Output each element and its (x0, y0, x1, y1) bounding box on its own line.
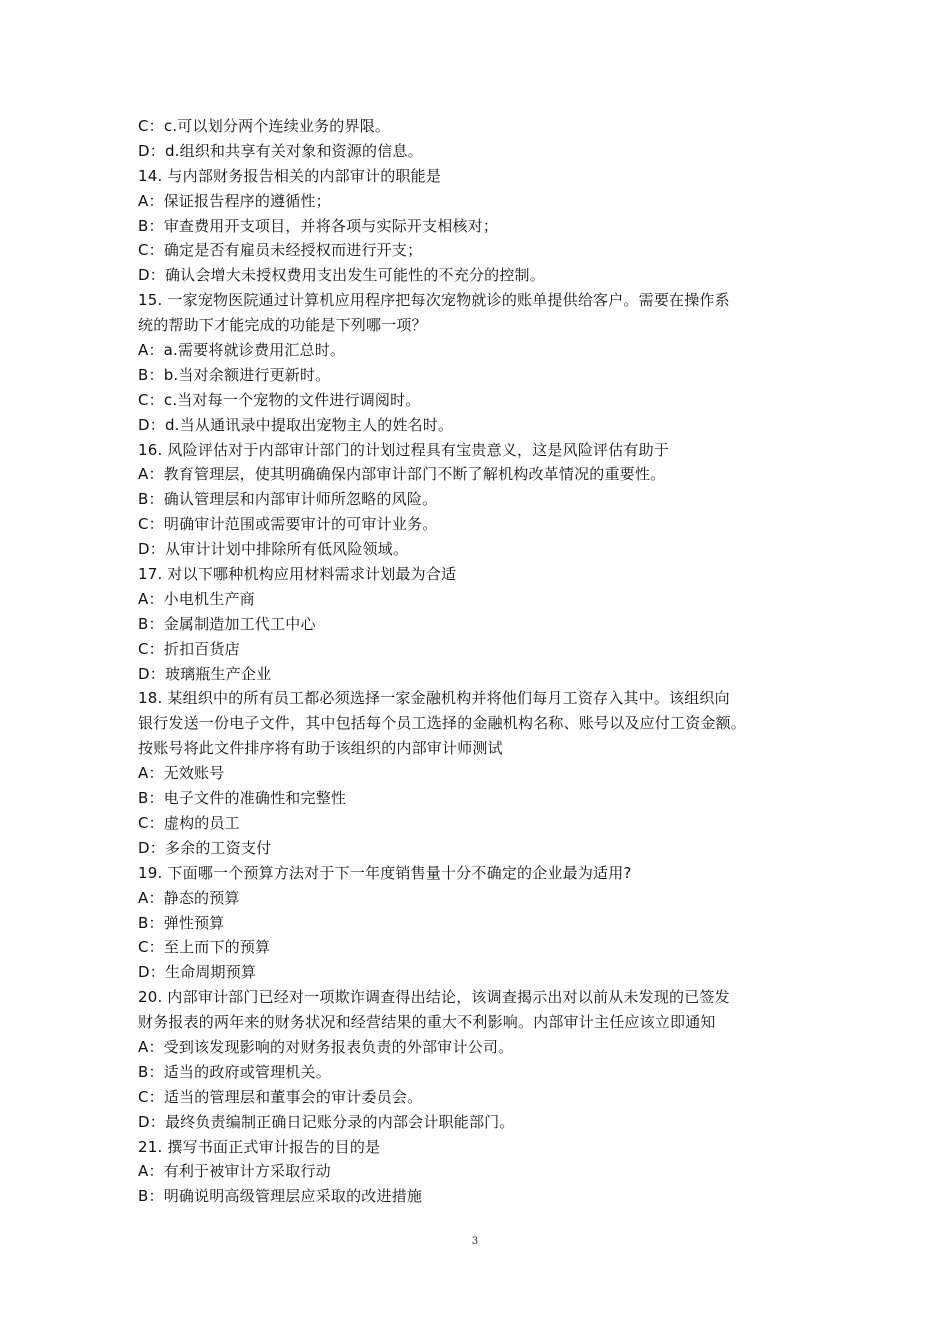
q14-option-a: A：保证报告程序的遵循性； (138, 191, 331, 210)
q18-option-d: D：多余的工资支付 (138, 838, 272, 857)
question-21: 21. 撰写书面正式审计报告的目的是 (138, 1137, 381, 1156)
option-line-c: C：c.可以划分两个连续业务的界限。 (138, 117, 391, 135)
question-18-line-1: 18. 某组织中的所有员工都必须选择一家金融机构并将他们每月工资存入其中。该组织向 (138, 689, 730, 708)
question-20-line-1: 20. 内部审计部门已经对一项欺诈调查得出结论，该调查揭示出对以前从未发现的已签发 (138, 988, 730, 1007)
q20-option-d: D：最终负责编制正确日记账分录的内部会计职能部门。 (138, 1112, 515, 1131)
question-15-line-2: 统的帮助下才能完成的功能是下列哪一项？ (138, 316, 427, 335)
q18-option-a: A：无效账号 (138, 764, 225, 783)
q17-option-b: B：金属制造加工代工中心 (138, 614, 316, 633)
question-19: 19. 下面哪一个预算方法对于下一年度销售量十分不确定的企业最为适用? (138, 863, 632, 882)
question-17: 17. 对以下哪种机构应用材料需求计划最为合适 (138, 565, 457, 584)
q19-option-c: C：至上而下的预算 (138, 938, 271, 957)
question-14: 14. 与内部财务报告相关的内部审计的职能是 (138, 166, 442, 185)
q19-option-a: A：静态的预算 (138, 888, 240, 907)
q15-option-b: B：b.当对余额进行更新时。 (138, 365, 331, 384)
q15-option-d: D：d.当从通讯录中提取出宠物主人的姓名时。 (138, 415, 454, 434)
q16-option-c: C：明确审计范围或需要审计的可审计业务。 (138, 515, 438, 534)
q21-option-a: A：有利于被审计方采取行动 (138, 1162, 331, 1181)
question-18-line-2: 银行发送一份电子文件，其中包括每个员工选择的金融机构名称、账号以及应付工资金额。 (138, 714, 747, 733)
option-line-d: D：d.组织和共享有关对象和资源的信息。 (138, 141, 423, 160)
question-15-line-1: 15. 一家宠物医院通过计算机应用程序把每次宠物就诊的账单提供给客户。需要在操作系 (138, 291, 730, 310)
q14-option-c: C：确定是否有雇员未经授权而进行开支； (138, 241, 423, 260)
q15-option-a: A：a.需要将就诊费用汇总时。 (138, 341, 346, 360)
q14-option-b: B：审查费用开支项目，并将各项与实际开支相核对； (138, 216, 499, 235)
q15-option-c: C：c.当对每一个宠物的文件进行调阅时。 (138, 390, 421, 409)
q19-option-b: B：弹性预算 (138, 913, 225, 932)
q16-option-b: B：确认管理层和内部审计师所忽略的风险。 (138, 490, 438, 509)
page-number: 3 (471, 1236, 479, 1247)
q21-option-b: B：明确说明高级管理层应采取的改进措施 (138, 1187, 423, 1206)
q16-option-a: A：教育管理层，使其明确确保内部审计部门不断了解机构改革情况的重要性。 (138, 465, 666, 484)
question-18-line-3: 按账号将此文件排序将有助于该组织的内部审计师测试 (138, 739, 503, 758)
q18-option-c: C：虚构的员工 (138, 813, 240, 832)
question-20-line-2: 财务报表的两年来的财务状况和经营结果的重大不利影响。内部审计主任应该立即通知 (138, 1013, 716, 1032)
q16-option-d: D：从审计计划中排除所有低风险领域。 (138, 540, 409, 559)
q17-option-c: C：折扣百货店 (138, 639, 240, 658)
q19-option-d: D：生命周期预算 (138, 963, 257, 982)
q14-option-d: D：确认会增大未授权费用支出发生可能性的不充分的控制。 (138, 266, 545, 285)
q20-option-a: A：受到该发现影响的对财务报表负责的外部审计公司。 (138, 1037, 514, 1056)
q17-option-d: D：玻璃瓶生产企业 (138, 664, 272, 683)
question-16: 16. 风险评估对于内部审计部门的计划过程具有宝贵意义，这是风险评估有助于 (138, 440, 670, 459)
q17-option-a: A：小电机生产商 (138, 589, 255, 608)
q20-option-b: B：适当的政府或管理机关。 (138, 1062, 331, 1081)
document-body (138, 114, 818, 1209)
q20-option-c: C：适当的管理层和董事会的审计委员会。 (138, 1087, 423, 1106)
q18-option-b: B：电子文件的准确性和完整性 (138, 789, 347, 808)
